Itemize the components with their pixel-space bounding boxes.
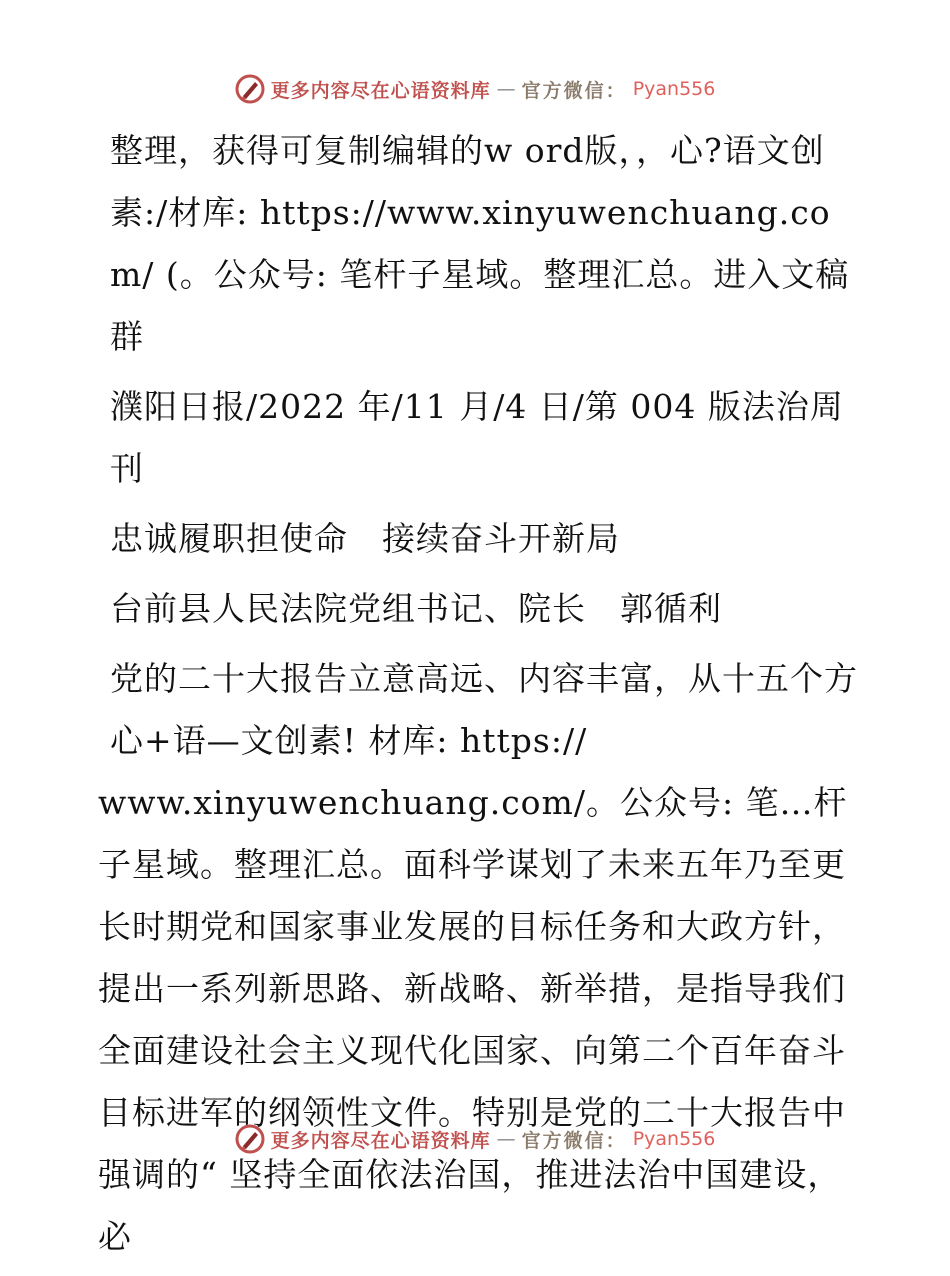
body-paragraph-continued: www.xinyuwenchuang.com/。公众号: 笔…杆子星域。整理汇总。面科学谋划了未来五年乃至更长时期党和国家事业发展的目标任务和大政方针，提出一系列新思路、新战略、新举措，是指导我们全面建设社会主义现代化国家、向第二个百年奋斗目标进军的纲领性文件。特别是党的二十大报告中强调的“ 坚持全面依法治国，推进法治中国建设，必 xyxy=(98,783,848,1256)
banner-official-label: 官方微信： xyxy=(521,79,627,102)
banner-wechat-id: Pyan556 xyxy=(632,1128,716,1150)
banner-wechat-id: Pyan556 xyxy=(632,78,716,100)
pen-logo-icon xyxy=(235,74,265,104)
footer-banner xyxy=(0,1124,950,1154)
source-line: 濮阳日报/2022 年/11 月/4 日/第 004 版法治周刊 xyxy=(110,387,844,488)
intro-paragraph: 整理，获得可复制编辑的w ord版，，心?语文创素:/材库: https://www.xinyuwenchuang.com/ (。公众号: 笔杆子星域。整理汇总。进入文稿群 xyxy=(110,131,850,356)
body-paragraph-start: 党的二十大报告立意高远、内容丰富，从十五个方心+语—文创素! 材库: https:// xyxy=(110,659,858,760)
banner-dash: — xyxy=(496,78,516,100)
pen-logo-icon xyxy=(235,1124,265,1154)
author-line: 台前县人民法院党组书记、院长 郭循利 xyxy=(110,589,722,628)
article-title: 忠诚履职担使命 接续奋斗开新局 xyxy=(110,519,620,558)
banner-main-text: 更多内容尽在心语资料库 xyxy=(270,1129,491,1152)
banner-dash: — xyxy=(496,1128,516,1150)
banner-official-label: 官方微信： xyxy=(521,1129,627,1152)
banner-main-text: 更多内容尽在心语资料库 xyxy=(270,79,491,102)
header-banner xyxy=(0,74,950,104)
document-body xyxy=(98,120,858,1276)
